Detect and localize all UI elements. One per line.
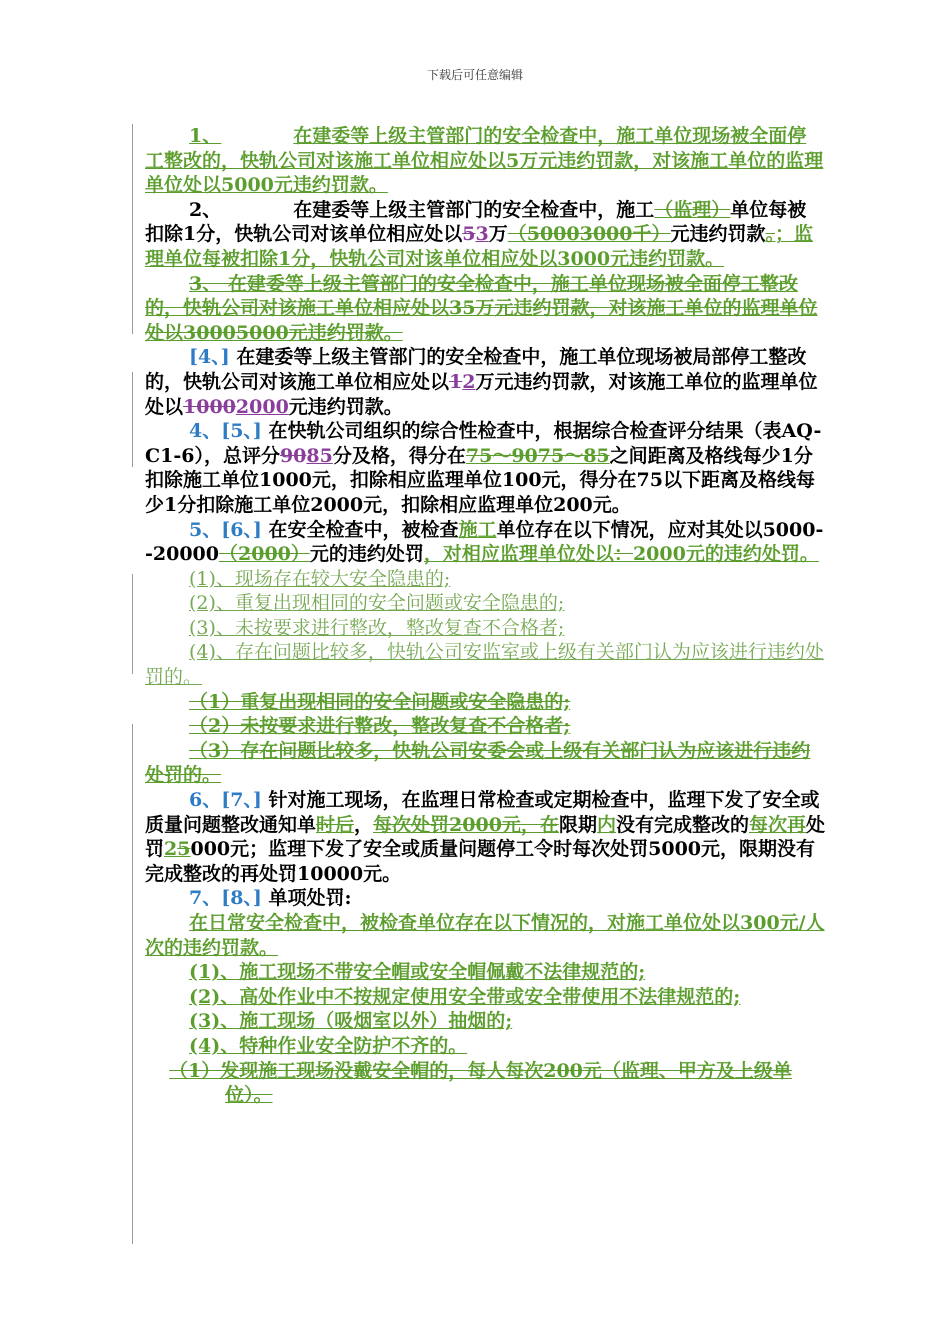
change-bar (132, 724, 133, 1244)
paragraph-3-deleted: 3、 在建委等上级主管部门的安全检查中，施工单位现场被全面停工整改的，快轨公司对该施工单位相应处以35万元违约罚款，对该施工单位的监理单位处以30005000元违约罚款。 (145, 272, 818, 344)
list-item: (4)、存在问题比较多，快轨公司安监室或上级有关部门认为应该进行违约处罚的。 (145, 641, 824, 689)
list-item-deleted: （1）重复出现相同的安全问题或安全隐患的; (189, 690, 571, 713)
paragraph-4: [4、] 在建委等上级主管部门的安全检查中，施工单位现场被局部停工整改的，快轨公司对该施工单位相应处以12万元违约罚款，对该施工单位的监理单位处以10002000元违约罚款。 (145, 346, 818, 418)
list-item: (3)、未按要求进行整改，整改复查不合格者; (189, 616, 565, 639)
list-item: (1)、施工现场不带安全帽或安全帽佩戴不法律规范的; (189, 961, 646, 984)
paragraph-8: 7、[8、] 单项处罚: (189, 887, 352, 910)
list-item-deleted: （3）存在问题比较多，快轨公司安委会或上级有关部门认为应该进行违约处罚的。 (145, 739, 811, 787)
list-item: (2)、重复出现相同的安全问题或安全隐患的; (189, 592, 565, 615)
paragraph-1: 1、 在建委等上级主管部门的安全检查中，施工单位现场被全面停工整改的，快轨公司对该施工单位相应处以5万元违约罚款，对该施工单位的监理单位处以5000元违约罚款。 (145, 125, 824, 197)
paragraph-7: 6、[7、] 针对施工现场，在监理日常检查或定期检查中，监理下发了安全或质量问题整改通知单时后，每次处罚2000元，在限期内没有完成整改的每次再处罚25000元；监理下发了安全或质量问题停工令时每次处罚5000元，限期没有完成整改的再处罚10000元。 (145, 789, 826, 885)
paragraph-9: 在日常安全检查中，被检查单位存在以下情况的，对施工单位处以300元/人次的违约罚款。 (145, 912, 825, 959)
list-item: (2)、高处作业中不按规定使用安全带或安全带使用不法律规范的; (189, 985, 741, 1008)
list-item: (1)、现场存在较大安全隐患的; (189, 567, 451, 590)
paragraph-5: 4、[5、] 在快轨公司组织的综合性检查中，根据综合检查评分结果（表AQ-C1-6），总评分9085分及格，得分在75～9075～85之间距离及格线每少1分扣除施工单位1000元，扣除相应监理单位100元，得分在75以下距离及格线每少1分扣除施工单位2000元，扣除相应监理单位200元。 (145, 420, 822, 516)
change-bar (132, 574, 133, 674)
paragraph-6: 5、[6、] 在安全检查中，被检查施工单位存在以下情况，应对其处以5000--20000（2000）元的违约处罚，对相应监理单位处以：2000元的违约处罚。 (145, 518, 824, 566)
paragraph-2: 2、 在建委等上级主管部门的安全检查中，施工（监理）单位每被扣除1分，快轨公司对该单位相应处以53万（50003000千）元违约罚款。；监理单位每被扣除1分，快轨公司对该单位相应处以3000元违约罚款。 (145, 198, 814, 270)
list-item-deleted: （1）发现施工现场没戴安全帽的，每人每次200元（监理、甲方及上级单位）。 (169, 1059, 792, 1107)
page-header: 下载后可任意编辑 (426, 68, 523, 82)
document-body (145, 124, 825, 1108)
change-bar (132, 372, 133, 467)
list-item: (3)、施工现场（吸烟室以外）抽烟的; (189, 1010, 513, 1033)
list-item-deleted: （2）未按要求进行整改，整改复查不合格者; (189, 715, 571, 738)
change-bar (132, 124, 133, 334)
list-item: (4)、特种作业安全防护不齐的。 (189, 1034, 468, 1057)
